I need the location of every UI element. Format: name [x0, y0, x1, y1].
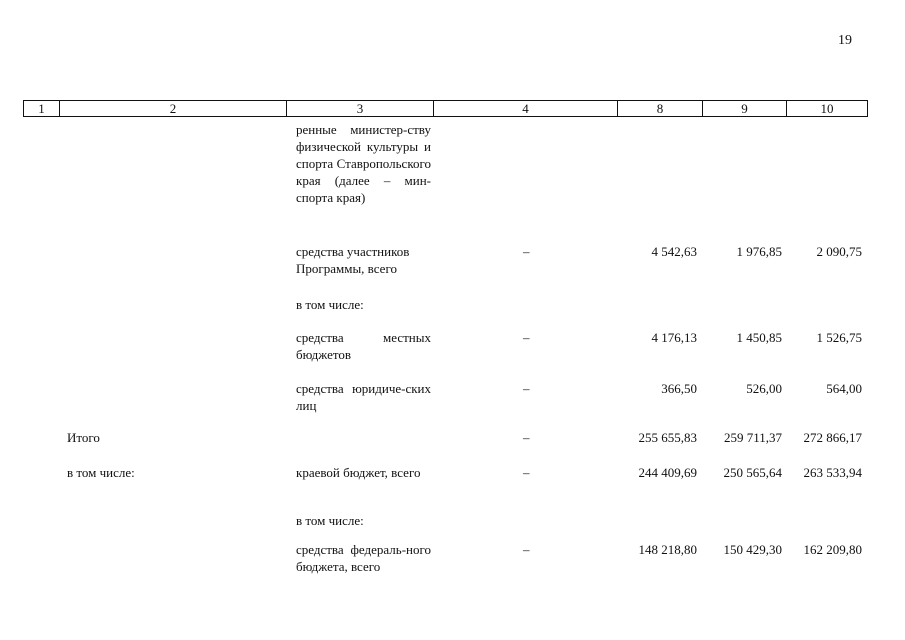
row-value-col8: 4 542,63 — [651, 244, 697, 259]
row-col4: – — [523, 244, 530, 259]
row-col4: – — [523, 381, 530, 396]
page-number: 19 — [838, 33, 852, 48]
row-value-col9: 526,00 — [746, 381, 782, 396]
row-value-col10: 2 090,75 — [816, 244, 862, 259]
row-label: в том числе: — [67, 465, 135, 480]
row-description: в том числе: — [296, 513, 364, 528]
row-value-col10: 263 533,94 — [803, 465, 862, 480]
row-col4: – — [523, 330, 530, 345]
row-value-col10: 272 866,17 — [803, 430, 862, 445]
column-header-1: 1 — [24, 101, 60, 117]
row-description: в том числе: — [296, 297, 364, 312]
row-value-col10: 1 526,75 — [816, 330, 862, 345]
row-col4: – — [523, 465, 530, 480]
row-description: краевой бюджет, всего — [296, 465, 421, 480]
row-value-col8: 148 218,80 — [638, 542, 697, 557]
row-description: средства участников Программы, всего — [296, 244, 410, 276]
column-header-row — [24, 101, 868, 117]
row-label: Итого — [67, 430, 100, 445]
column-header-table — [23, 100, 868, 117]
row-value-col9: 1 450,85 — [736, 330, 782, 345]
row-value-col10: 564,00 — [826, 381, 862, 396]
row-col4: – — [523, 430, 530, 445]
row-description: средства федераль-ного бюджета, всего — [296, 542, 431, 574]
column-header-8: 8 — [618, 101, 703, 117]
column-header-3: 3 — [287, 101, 434, 117]
column-header-10: 10 — [787, 101, 868, 117]
row-description: ренные министер-ству физической культуры и спорта Ставропольского края (далее – мин-спорта края) — [296, 122, 431, 205]
row-value-col8: 255 655,83 — [638, 430, 697, 445]
column-header-2: 2 — [60, 101, 287, 117]
row-value-col9: 150 429,30 — [723, 542, 782, 557]
row-description: средства местных бюджетов — [296, 330, 431, 362]
row-value-col9: 250 565,64 — [723, 465, 782, 480]
column-header-4: 4 — [434, 101, 618, 117]
row-value-col8: 4 176,13 — [651, 330, 697, 345]
row-col4: – — [523, 542, 530, 557]
row-value-col9: 259 711,37 — [723, 430, 782, 445]
row-value-col10: 162 209,80 — [803, 542, 862, 557]
column-header-9: 9 — [703, 101, 787, 117]
row-value-col9: 1 976,85 — [736, 244, 782, 259]
row-value-col8: 366,50 — [661, 381, 697, 396]
row-description: средства юридиче-ских лиц — [296, 381, 431, 413]
row-value-col8: 244 409,69 — [638, 465, 697, 480]
